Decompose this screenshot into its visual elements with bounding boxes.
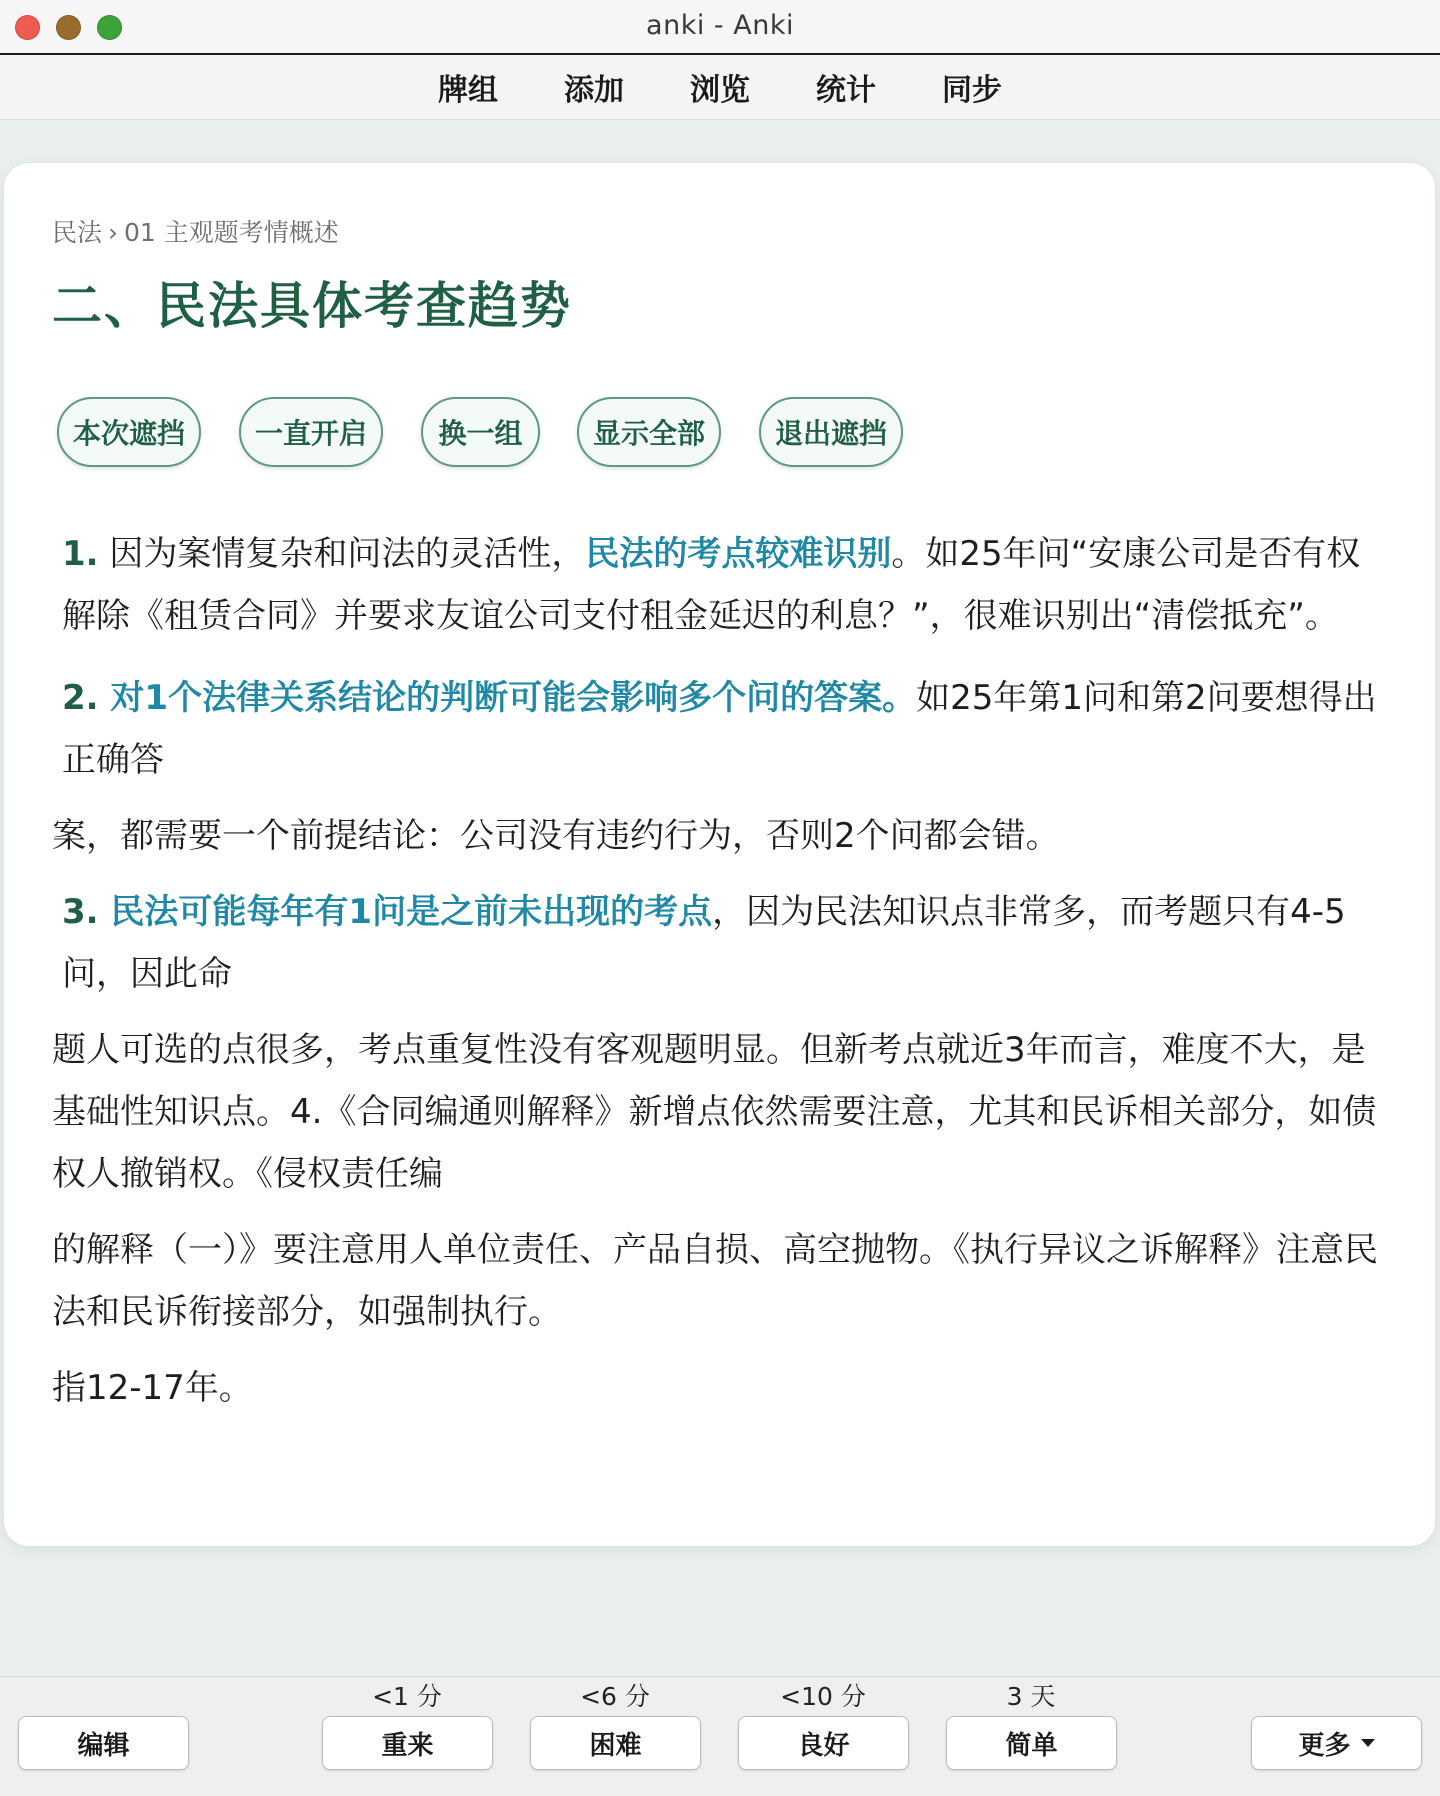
highlight-text: 民法可能每年有1问是之前未出现的考点 [98,892,713,932]
paragraph-3-continued: 题人可选的点很多，考点重复性没有客观题明显。但新考点就近3年而言，难度不大，是基础性知识点。4.《合同编通则解释》新增点依然需要注意，尤其和民诉相关部分，如债权人撤销权。《侵权责任编 [52,1030,1377,1194]
nav-decks[interactable]: 牌组 [438,73,498,108]
mask-once-button[interactable]: 本次遮挡 [57,397,201,467]
paragraph-number: 1. [62,534,99,574]
good-interval: <10 分 [780,1682,866,1711]
page-title: 二、民法具体考查趋势 [52,277,572,335]
nav-add[interactable]: 添加 [564,73,624,108]
highlight-text: 对1个法律关系结论的判断可能会影响多个问的答案。 [98,678,917,718]
easy-interval: 3 天 [1006,1682,1056,1711]
switch-group-button[interactable]: 换一组 [421,397,540,467]
hard-button[interactable]: 困难 [530,1716,701,1770]
title-bar [0,0,1440,55]
again-interval: <1 分 [372,1682,442,1711]
paragraph-text: 如25年第1问和第2问要想得出正确答 [62,678,1377,780]
nav-sync[interactable]: 同步 [942,73,1002,108]
always-on-button[interactable]: 一直开启 [239,397,383,467]
paragraph-text: ，因为民法知识点非常多，而考题只有4-5问，因此命 [62,892,1346,994]
paragraph-number: 3. [62,892,99,932]
answer-bar [0,1676,1440,1796]
card-content [3,162,1436,1547]
again-button[interactable]: 重来 [322,1716,493,1770]
paragraph-2-continued: 案，都需要一个前提结论：公司没有违约行为，否则2个问都会错。 [52,816,1060,856]
paragraph-text: 。如25年问“安康公司是否有权解除《租赁合同》并要求友谊公司支付租金延迟的利息？”，很难识别出“清偿抵充”。 [62,534,1361,636]
breadcrumb-deck: 民法 [52,218,103,247]
paragraph-3-continued-2: 的解释（一）》要注意用人单位责任、产品自损、高空抛物。《执行异议之诉解释》注意民法和民诉衔接部分，如强制执行。 [52,1230,1378,1332]
paragraph-4: 指12-17年。 [52,1368,253,1408]
more-button-label: 更多 [1298,1730,1351,1761]
paragraph-1 [52,523,1394,647]
easy-button[interactable]: 简单 [946,1716,1117,1770]
nav-browse[interactable]: 浏览 [690,73,750,108]
more-button[interactable] [1251,1716,1422,1770]
show-all-button[interactable]: 显示全部 [577,397,721,467]
breadcrumb [52,213,339,249]
paragraph-number: 2. [62,678,99,718]
window-title: anki - Anki [646,10,794,41]
card-body [52,523,1394,1419]
hard-interval: <6 分 [580,1682,650,1711]
paragraph-text: 因为案情复杂和问法的灵活性， [98,534,586,574]
breadcrumb-separator: › [108,218,119,247]
chevron-down-icon [1361,1739,1375,1747]
edit-button[interactable]: 编辑 [18,1716,189,1770]
paragraph-2 [52,667,1394,791]
good-button[interactable]: 良好 [738,1716,909,1770]
paragraph-3 [52,881,1394,1005]
top-nav [0,55,1440,120]
breadcrumb-subdeck: 01 主观题考情概述 [124,218,339,247]
highlight-text: 民法的考点较难识别 [585,534,892,574]
nav-stats[interactable]: 统计 [816,73,876,108]
exit-mask-button[interactable]: 退出遮挡 [759,397,903,467]
